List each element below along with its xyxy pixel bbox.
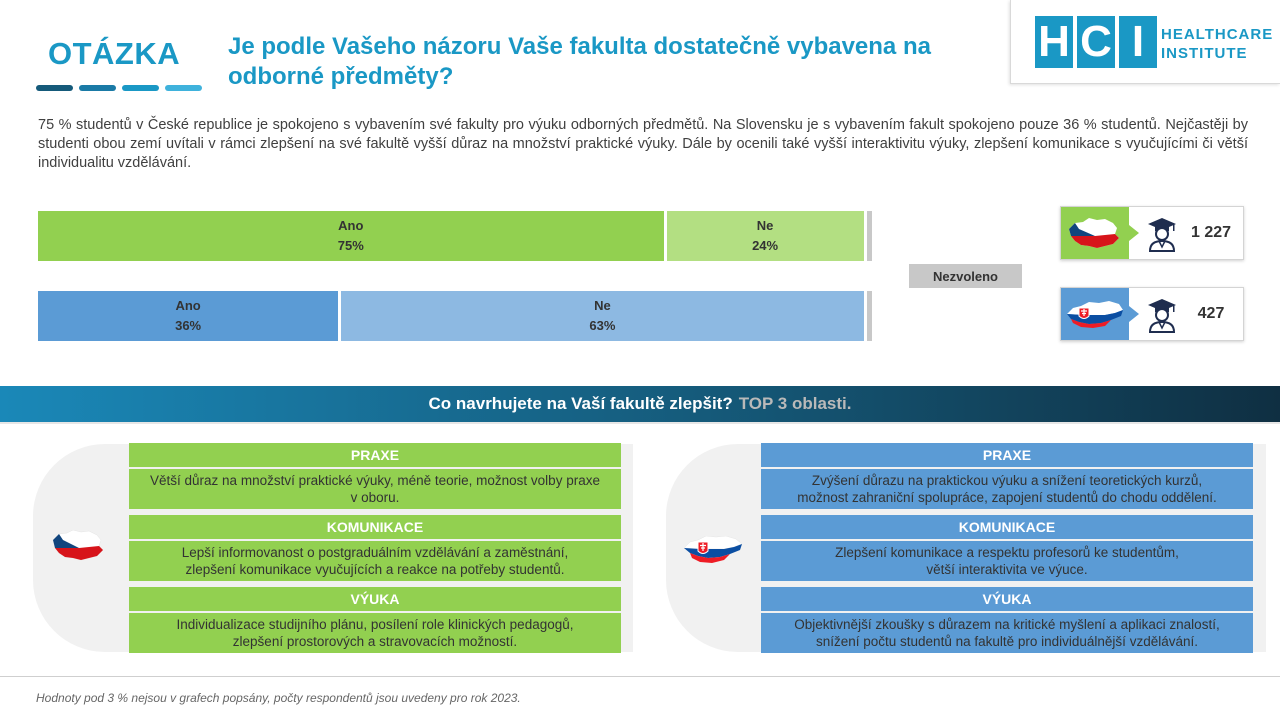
- improvement-area: [129, 587, 621, 653]
- logo-wordmark: [1161, 25, 1273, 63]
- country-card-sk: [1060, 287, 1244, 341]
- sk-flag-box: [1061, 288, 1129, 340]
- czech-map-icon: [1061, 207, 1129, 259]
- bar-row-cz: [38, 211, 878, 261]
- improvement-area: [761, 587, 1253, 653]
- area-title: VÝUKA: [129, 587, 621, 611]
- question-label: OTÁZKA: [48, 36, 181, 71]
- footer-divider: [0, 676, 1280, 677]
- improvement-area: [761, 515, 1253, 581]
- bar-segment-name: Ne: [756, 218, 774, 233]
- bar-segment-value: 75%: [337, 238, 364, 253]
- bar-segment-nezvoleno: [864, 291, 872, 341]
- page-title: Je podle Vašeho názoru Vaše fakulta dostatečně vybavena na odborné předměty?: [228, 33, 931, 90]
- bar-segment-value: 24%: [752, 238, 779, 253]
- banner-highlight: TOP 3 oblasti.: [738, 394, 852, 413]
- intro-paragraph: 75 % studentů v České republice je spokojeno s vybavením své fakulty pro výuku odborných předmětů. Na Slovensku je s vybavením fakult spokojeno pouze 36 % studentů. Nejčastěji by studenti obou zemí uvítali v rámci zlepšení na své fakultě vyšší důraz na množství praktické výuky. Dále by ocenili také vyšší interaktivitu výuky, zlepšení komunikace s vyučujícími či větší individualitu vzdělávání.: [38, 117, 1248, 171]
- logo-letters: [1035, 16, 1157, 68]
- respondents-count-sk: 427: [1197, 305, 1225, 322]
- card-arrow: [1129, 306, 1139, 322]
- bar-segment-name: Ano: [338, 218, 364, 233]
- area-description: Zlepšení komunikace a respektu profesorů ke studentům, větší interaktivita ve výuce.: [761, 541, 1253, 581]
- area-title: VÝUKA: [761, 587, 1253, 611]
- bar-segment-ano: [38, 291, 338, 341]
- hci-logo: [1010, 0, 1280, 84]
- logo-line-2: INSTITUTE: [1161, 45, 1248, 62]
- respondents-count-cz: 1 227: [1190, 224, 1232, 241]
- card-arrow: [1129, 225, 1139, 241]
- area-description: Lepší informovanost o postgraduálním vzdělávání a zaměstnání, zlepšení komunikace vyučujících a reakce na potřeby studentů.: [129, 541, 621, 581]
- slovak-map-icon: [1061, 288, 1129, 340]
- bar-row-sk: [38, 291, 878, 341]
- section-banner: [0, 386, 1280, 422]
- area-description: Větší důraz na množství praktické výuky, méně teorie, možnost volby praxe v oboru.: [129, 469, 621, 509]
- bar-segment-ano: [38, 211, 664, 261]
- bar-segment-ne: [664, 211, 864, 261]
- area-title: PRAXE: [761, 443, 1253, 467]
- bar-segment-value: 63%: [589, 318, 616, 333]
- bar-segment-nezvoleno: [864, 211, 872, 261]
- logo-letter: C: [1077, 16, 1115, 68]
- logo-letter: I: [1119, 16, 1157, 68]
- graduate-icon: [1147, 297, 1177, 333]
- divider: [0, 422, 1280, 424]
- graduate-icon: [1147, 216, 1177, 252]
- cz-flag-box: [1061, 207, 1129, 259]
- logo-letter: H: [1035, 16, 1073, 68]
- bar-segment-name: Ne: [594, 298, 611, 313]
- area-description: Zvýšení důrazu na praktickou výuku a snížení teoretických kurzů, možnost zahraniční spolupráce, zapojení studentů do chodu oddělení.: [761, 469, 1253, 509]
- bar-segment-ne: [338, 291, 863, 341]
- legend-nezvoleno: Nezvoleno: [909, 264, 1022, 288]
- improvement-area: [129, 443, 621, 509]
- bar-segment-value: 36%: [175, 318, 202, 333]
- footnote: Hodnoty pod 3 % nejsou v grafech popsány, počty respondentů jsou uvedeny pro rok 2023.: [36, 691, 521, 705]
- area-title: KOMUNIKACE: [761, 515, 1253, 539]
- bar-segment-name: Ano: [175, 298, 201, 313]
- country-card-cz: [1060, 206, 1244, 260]
- slovak-map-icon: [682, 536, 744, 566]
- czech-map-icon: [51, 530, 113, 566]
- improvement-area: [761, 443, 1253, 509]
- area-title: KOMUNIKACE: [129, 515, 621, 539]
- area-description: Objektivnější zkoušky s důrazem na kritické myšlení a aplikaci znalostí, snížení počtu studentů na fakultě pro individuálnější vzdělávání.: [761, 613, 1253, 653]
- banner-text: Co navrhujete na Vaší fakultě zlepšit?: [428, 394, 733, 413]
- area-description: Individualizace studijního plánu, posílení role klinických pedagogů, zlepšení prostorových a stravovacích možností.: [129, 613, 621, 653]
- improvement-area: [129, 515, 621, 581]
- logo-line-1: HEALTHCARE: [1161, 26, 1274, 43]
- area-title: PRAXE: [129, 443, 621, 467]
